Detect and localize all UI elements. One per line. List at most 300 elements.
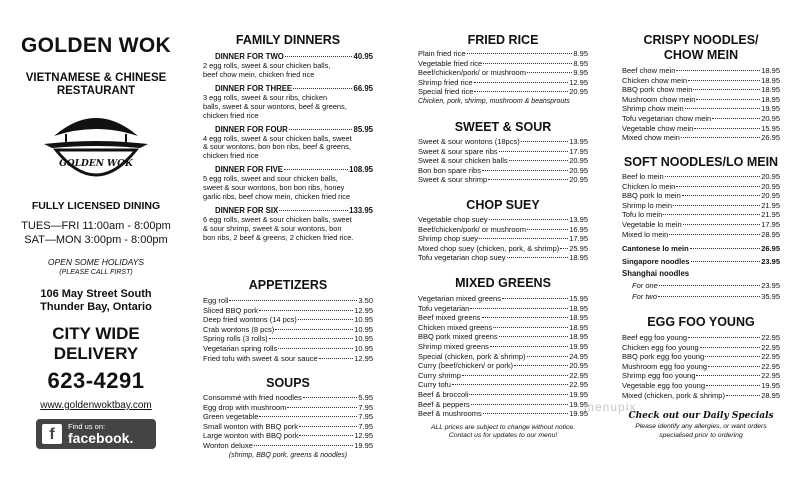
item-price: 20.95 (761, 181, 780, 191)
dot-leader (279, 210, 348, 211)
dot-leader (708, 366, 760, 367)
brand-column (10, 0, 182, 449)
item-price: 13.95 (569, 137, 588, 146)
dot-leader (493, 327, 568, 328)
dot-leader (259, 416, 357, 417)
appetizers-section (203, 278, 373, 363)
item-name: Sweet & sour wontons (18pcs) (418, 137, 520, 146)
item-name: Beef egg foo young (622, 333, 688, 342)
item-price: 12.95 (354, 305, 373, 315)
watermark: menupix (584, 400, 637, 414)
item-price: 5.95 (358, 393, 373, 402)
crispy-noodles-list (622, 66, 780, 143)
item-price: 22.95 (569, 380, 588, 390)
item-name: BBQ pork egg foo young (622, 352, 705, 362)
item-name: Vegetable lo mein (622, 219, 682, 229)
dot-leader (673, 205, 760, 206)
item-name: Consommé with fried noodles (203, 393, 302, 402)
item-price: 18.95 (761, 94, 780, 104)
address (10, 288, 182, 314)
restaurant-name: GOLDEN WOK (21, 34, 171, 57)
item-price: 10.95 (354, 324, 373, 334)
dinner-description: chicken fried rice (203, 110, 259, 120)
family-dinners-list (203, 52, 373, 243)
dinner-description: 2 egg rolls, sweet & sour chicken balls, (203, 61, 331, 70)
phone-number[interactable]: 623-4291 (47, 368, 145, 393)
dot-leader (502, 298, 568, 299)
menu-item-row (622, 104, 780, 114)
dinner-description: chicken fried rice (203, 151, 259, 161)
dot-leader (462, 375, 568, 376)
dot-leader (688, 337, 760, 338)
chop-suey-section (418, 198, 588, 263)
item-name: For two (632, 291, 658, 301)
dot-leader (483, 63, 572, 64)
item-name: Egg roll (203, 296, 229, 305)
dinner-description: balls, sweet & sour wontons, beef & greens, (203, 101, 347, 111)
licensed-dining: FULLY LICENSED DINING (31, 200, 161, 212)
dinner-name: DINNER FOR FOUR (215, 124, 288, 134)
item-name: Vegetable egg foo young (622, 380, 705, 390)
item-price: 23.95 (761, 281, 780, 291)
item-price: 19.95 (569, 389, 588, 399)
menu-item-row (203, 403, 373, 413)
dinner-price: 133.95 (349, 205, 373, 215)
hours-tue-fri: TUES—FRI 11:00am - 8:00pm (21, 220, 171, 232)
item-name: Curry shrimp (418, 370, 461, 380)
menu-item-row (622, 333, 780, 343)
menu-item-row (203, 412, 373, 422)
item-price: 7.95 (358, 421, 373, 431)
allergy-note-1: Please identify any allergies, or want orders (635, 423, 767, 431)
menu-item-row (622, 95, 780, 105)
dot-leader (298, 319, 353, 320)
menu-item-row (622, 201, 780, 211)
dot-leader (488, 179, 568, 180)
shanghai-one-row (622, 281, 780, 291)
menu-item-row (418, 352, 588, 362)
menu-item-row (203, 334, 373, 344)
dot-leader (507, 257, 569, 258)
dinner-description: & sour wontons, bon bon ribs, beef & greens, (203, 142, 351, 152)
menu-item-row (622, 172, 780, 182)
item-price: 18.95 (569, 313, 588, 323)
item-name: Green vegetable (203, 412, 259, 422)
item-price: 28.95 (761, 390, 780, 400)
dot-leader (483, 413, 568, 414)
dinner-price: 108.95 (349, 165, 373, 175)
dinner-price: 40.95 (353, 52, 373, 61)
dot-leader (479, 238, 568, 239)
item-price: 20.95 (569, 87, 588, 97)
item-name: Beef/chicken/pork/ or mushroom (418, 224, 526, 234)
item-name: Shrimp fried rice (418, 77, 473, 87)
menu-item-row (622, 362, 780, 372)
dinner-description: sweet & sour wontons, bon bon ribs, honey (203, 183, 345, 193)
dot-leader (474, 91, 568, 92)
item-name: Sweet & sour chicken balls (418, 156, 508, 166)
dinner-description: beef chow mein, chicken fried rice (203, 69, 315, 79)
chop-suey-title: CHOP SUEY (466, 198, 540, 212)
holiday-text: OPEN SOME HOLIDAYS (47, 257, 145, 267)
egg-foo-young-title: EGG FOO YOUNG (647, 315, 755, 329)
subtitle-line-2: RESTAURANT (56, 85, 136, 97)
item-price: 20.95 (569, 175, 588, 185)
dot-leader (706, 385, 760, 386)
item-price: 26.95 (761, 244, 780, 254)
item-price: 19.95 (761, 380, 780, 390)
item-price: 19.95 (569, 341, 588, 351)
item-price: 10.95 (354, 343, 373, 353)
item-name: Vegetable chow mein (622, 123, 694, 133)
dot-leader (319, 358, 354, 359)
menu-item-row (418, 147, 588, 157)
dot-leader (681, 137, 760, 138)
fried-rice-section (418, 33, 588, 106)
dinner-price: 66.95 (353, 83, 373, 93)
dot-leader (303, 397, 358, 398)
item-name: Sweet & sour shrimp (418, 175, 488, 185)
dot-leader (685, 108, 761, 109)
soft-noodles-section (622, 155, 780, 302)
holiday-note: (PLEASE CALL FIRST) (59, 269, 133, 276)
item-name: Plain fried rice (418, 49, 466, 58)
dot-leader (299, 426, 357, 427)
shanghai-title: Shanghai noodles (622, 269, 690, 279)
soups-note: (shrimp, BBQ pork, greens & noodles) (228, 451, 348, 459)
menu-item-row (622, 381, 780, 391)
item-name: Beef lo mein (622, 172, 664, 181)
item-name: Mixed lo mein (622, 229, 669, 239)
dot-leader (467, 53, 573, 54)
item-name: Special fried rice (418, 87, 474, 97)
mixed-greens-list (418, 294, 588, 419)
menu-item-row (418, 49, 588, 59)
soups-section (203, 376, 373, 460)
dot-leader (676, 186, 760, 187)
menu-item-row (418, 371, 588, 381)
menu-item-row (203, 431, 373, 441)
item-name: Vegetarian spring rolls (203, 343, 278, 353)
facebook-icon: f (42, 424, 62, 444)
allergy-note-2: specialised prior to ordering (659, 431, 743, 439)
facebook-button[interactable] (36, 419, 156, 449)
dot-leader (278, 348, 353, 349)
hours-sat-mon: SAT—MON 3:00pm - 8:00pm (24, 234, 168, 246)
facebook-big-text: facebook. (68, 430, 134, 446)
item-price: 22.95 (761, 371, 780, 381)
dot-leader (665, 176, 761, 177)
item-price: 19.95 (569, 399, 588, 409)
menu-item-row (418, 313, 588, 323)
item-price: 12.95 (354, 353, 373, 363)
dot-leader (474, 82, 569, 83)
soft-noodles-title: SOFT NOODLES/LO MEIN (623, 155, 779, 169)
item-price: 18.95 (761, 85, 780, 95)
item-price: 22.95 (761, 333, 780, 342)
item-price: 13.95 (569, 215, 588, 224)
menu-item-row (418, 156, 588, 166)
item-name: Beef/chicken/pork/ or mushroom (418, 68, 526, 78)
item-name: Deep fried wontons (14 pcs) (203, 315, 297, 325)
item-name: Mixed (chicken, pork & shrimp) (622, 390, 725, 400)
item-price: 19.95 (569, 409, 588, 419)
item-price: 25.95 (569, 243, 588, 253)
menu-item-row (622, 210, 780, 220)
dot-leader (289, 129, 353, 130)
item-name: Singapore noodles (622, 256, 690, 266)
item-price: 22.95 (569, 370, 588, 380)
dot-leader (471, 404, 569, 405)
item-name: Crab wontons (8 pcs) (203, 324, 275, 334)
item-name: Sliced BBQ pork (203, 305, 259, 315)
item-name: Spring rolls (3 rolls) (203, 334, 268, 344)
dot-leader (696, 99, 760, 100)
appetizers-list (203, 296, 373, 363)
fried-rice-title: FRIED RICE (467, 33, 539, 47)
menu-item-row (622, 114, 780, 124)
menu-item-row (418, 380, 588, 390)
dot-leader (490, 346, 568, 347)
dot-leader (299, 435, 353, 436)
dot-leader (712, 118, 760, 119)
crispy-noodles-title-1: CRISPY NOODLES/ (643, 33, 759, 47)
menu-item-row (622, 230, 780, 240)
dinner-description: & sour shrimp, sweet & sour wontons, bon (203, 223, 342, 233)
dot-leader (696, 375, 760, 376)
item-name: For one (632, 281, 658, 291)
dinner-price: 85.95 (353, 124, 373, 134)
item-price: 26.95 (761, 133, 780, 143)
dot-leader (284, 169, 348, 170)
item-name: Shrimp lo mein (622, 200, 673, 210)
dot-leader (482, 170, 568, 171)
item-price: 21.95 (761, 210, 780, 220)
item-price: 18.95 (761, 66, 780, 75)
item-price: 8.95 (573, 49, 588, 58)
price-note-1: ALL prices are subject to change without notice. (430, 423, 576, 431)
item-name: Curry (beef/chicken/ or pork) (418, 361, 514, 371)
daily-specials: Check out our Daily Specials (628, 411, 774, 422)
item-price: 22.95 (761, 361, 780, 371)
egg-foo-young-section (622, 315, 780, 440)
item-price: 20.95 (569, 165, 588, 175)
item-name: Tofu vegetarian chow mein (622, 113, 712, 123)
item-price: 24.95 (569, 351, 588, 361)
item-name: Shrimp chow mein (622, 104, 684, 114)
dinner-name: DINNER FOR TWO (215, 52, 284, 61)
item-price: 7.95 (358, 412, 373, 422)
item-price: 22.95 (761, 352, 780, 362)
item-name: Fried tofu with sweet & sour sauce (203, 353, 318, 363)
dinner-name: DINNER FOR FIVE (215, 165, 284, 175)
item-price: 20.95 (761, 172, 780, 181)
dot-leader (254, 445, 353, 446)
menu-item-row (418, 175, 588, 185)
menu-item-row (622, 66, 780, 76)
item-price: 20.95 (761, 113, 780, 123)
sweet-sour-title: SWEET & SOUR (454, 120, 552, 134)
item-price: 18.95 (569, 253, 588, 263)
menu-item-row (203, 325, 373, 335)
dinner-description: 4 egg rolls, sweet & sour chicken balls, sweet (203, 133, 352, 143)
item-price: 15.95 (569, 294, 588, 303)
menu-item-row (418, 400, 588, 410)
menu-item-row (418, 304, 588, 314)
dot-leader (694, 128, 760, 129)
item-price: 21.95 (761, 200, 780, 210)
item-price: 18.95 (569, 303, 588, 313)
item-price: 35.95 (761, 291, 780, 301)
subtitle-line-1: VIETNAMESE & CHINESE (25, 72, 167, 84)
menu-item-row (622, 391, 780, 401)
item-name: Beef & mushrooms (418, 409, 482, 419)
item-price: 20.95 (569, 361, 588, 371)
item-name: Mixed chow mein (622, 133, 680, 143)
item-name: Cantonese lo mein (622, 244, 689, 254)
item-price: 17.95 (761, 219, 780, 229)
item-price: 10.95 (354, 315, 373, 325)
restaurant-subtitle (10, 72, 182, 98)
menu-item-row (622, 352, 780, 362)
wok-logo-icon (36, 104, 156, 186)
dot-leader (285, 56, 353, 57)
item-name: Mushroom chow mein (622, 94, 696, 104)
dot-leader (676, 70, 760, 71)
dot-leader (293, 88, 352, 89)
dot-leader (452, 384, 568, 385)
menu-item-row (418, 166, 588, 176)
sweet-sour-section (418, 120, 588, 185)
soups-list (203, 393, 373, 451)
item-price: 12.95 (569, 77, 588, 87)
appetizers-title: APPETIZERS (248, 278, 328, 292)
dot-leader (527, 72, 572, 73)
dot-leader (693, 89, 760, 90)
item-price: 8.95 (573, 58, 588, 68)
item-name: Vegetable chop suey (418, 215, 488, 224)
item-price: 18.95 (569, 322, 588, 332)
item-price: 23.95 (761, 256, 780, 266)
dinner-description: 6 egg rolls, sweet & sour chicken balls, sweet (203, 214, 352, 224)
item-price: 18.95 (569, 332, 588, 342)
item-name: Chicken mixed greens (418, 322, 493, 332)
dot-leader (527, 356, 569, 357)
menu-item-row (622, 220, 780, 230)
dot-leader (688, 80, 760, 81)
menu-item-row (203, 354, 373, 364)
menu-item-row (622, 76, 780, 86)
menu-item-row (203, 306, 373, 316)
item-price: 19.95 (354, 440, 373, 450)
fried-rice-list (418, 49, 588, 97)
dot-leader (269, 338, 354, 339)
dot-leader (705, 356, 760, 357)
menu-item-row (418, 332, 588, 342)
item-name: Tofu vegetarian chop suey (418, 253, 506, 263)
item-name: Mushroom egg foo young (622, 361, 708, 371)
item-name: BBQ pork lo mein (622, 191, 681, 201)
dot-leader (682, 195, 760, 196)
item-price: 9.95 (573, 68, 588, 78)
soft-noodles-list (622, 172, 780, 239)
item-name: Large wonton with BBQ pork (203, 431, 299, 441)
dot-leader (499, 336, 569, 337)
menu-item-row (418, 409, 588, 419)
dot-leader (527, 229, 568, 230)
menu-item-row (418, 68, 588, 78)
menu-item-row (622, 133, 780, 143)
item-name: Special (chicken, pork & shrimp) (418, 351, 526, 361)
menu-item-row (418, 215, 588, 225)
dot-leader (669, 234, 760, 235)
chop-suey-list (418, 215, 588, 263)
dot-leader (469, 394, 568, 395)
menu-item-row (622, 124, 780, 134)
crispy-noodles-title-2: CHOW MEIN (663, 48, 739, 62)
menu-item-row (418, 225, 588, 235)
cantonese-row (622, 244, 780, 254)
fried-rice-note: Chicken, pork, shrimp, mushroom & beansprouts (418, 97, 570, 105)
menu-item-row (418, 253, 588, 263)
dot-leader (499, 151, 569, 152)
menu-item-row (622, 182, 780, 192)
menu-item-row (622, 371, 780, 381)
item-name: Egg drop with mushroom (203, 402, 287, 412)
menu-item-row (418, 87, 588, 97)
dot-leader (287, 407, 357, 408)
item-price: 19.95 (761, 104, 780, 114)
menu-item-row (622, 343, 780, 353)
dot-leader (726, 395, 760, 396)
item-price: 16.95 (569, 224, 588, 234)
menu-item-row (418, 294, 588, 304)
dot-leader (275, 329, 353, 330)
address-line-2: Thunder Bay, Ontario (40, 301, 152, 313)
item-price: 17.95 (569, 146, 588, 156)
dot-leader (514, 365, 568, 366)
item-name: BBQ pork chow mein (622, 85, 693, 95)
menu-item-row (203, 422, 373, 432)
item-name: Shrimp egg foo young (622, 371, 696, 381)
menu-item-row (418, 234, 588, 244)
menu-item-row (203, 344, 373, 354)
item-name: Tofu vegetarian (418, 303, 470, 313)
egg-foo-young-list (622, 333, 780, 400)
item-price: 15.95 (761, 123, 780, 133)
item-name: Chicken egg foo young (622, 342, 699, 352)
dinner-description: 3 egg rolls, sweet & sour ribs, chicken (203, 92, 328, 102)
item-price: 17.95 (569, 234, 588, 244)
dot-leader (663, 214, 760, 215)
item-name: Beef & broccoli (418, 389, 469, 399)
menu-item-row (622, 191, 780, 201)
menu-item-row (418, 390, 588, 400)
item-name: Chicken chow mein (622, 75, 688, 85)
item-name: Small wonton with BBQ pork (203, 421, 299, 431)
menu-item-row (203, 296, 373, 306)
opening-hours (10, 219, 182, 247)
website-link[interactable]: www.goldenwoktbay.com (40, 400, 152, 411)
item-price: 20.95 (569, 156, 588, 166)
mixed-greens-section (418, 276, 588, 441)
dinner-description: bon ribs, 2 beef & greens, 2 chicken fried rice. (203, 232, 354, 242)
mixed-greens-title: MIXED GREENS (455, 276, 551, 290)
item-name: Mixed chop suey (chicken, pork, & shrimp) (418, 243, 560, 253)
menu-item-row (418, 323, 588, 333)
item-name: Vegetable fried rice (418, 58, 483, 68)
menu-item-row (622, 85, 780, 95)
